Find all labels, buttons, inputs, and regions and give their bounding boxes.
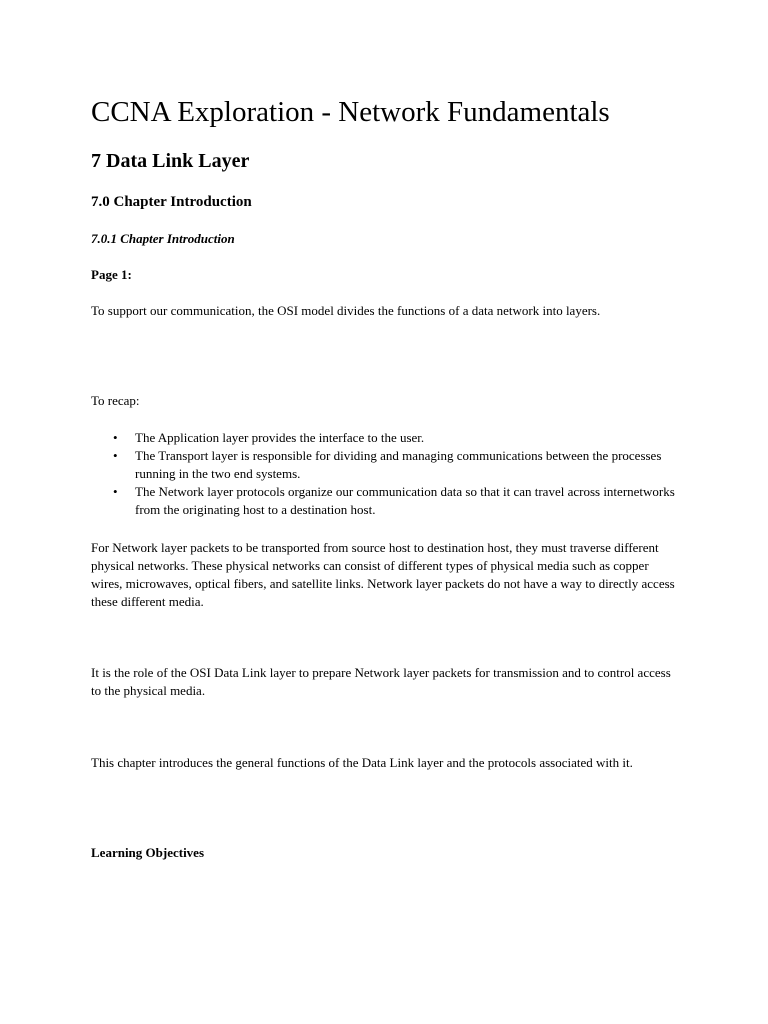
- list-item: [91, 483, 681, 519]
- subsection-heading: 7.0.1 Chapter Introduction: [91, 231, 235, 246]
- list-item-text: The Transport layer is responsible for dividing and managing communications between the processes running in the two end systems.: [135, 448, 662, 481]
- intro-paragraph: To support our communication, the OSI model divides the functions of a data network into layers.: [91, 303, 601, 318]
- network-layer-paragraph: For Network layer packets to be transported from source host to destination host, they must traverse different physical networks. These physical networks can consist of different types of physical media such as copper wires, microwaves, optical fibers, and satellite links. Network layer packets do not have a way to directly access these different media.: [91, 540, 675, 609]
- bullet-icon: •: [113, 448, 118, 463]
- chapter-heading: 7 Data Link Layer: [91, 150, 250, 172]
- list-item-text: The Network layer protocols organize our communication data so that it can travel across internetworks from the originating host to a destination host.: [135, 484, 675, 517]
- document-title: CCNA Exploration - Network Fundamentals: [91, 96, 610, 128]
- bullet-icon: •: [113, 430, 118, 445]
- list-item: [91, 429, 681, 447]
- list-item: [91, 447, 681, 483]
- recap-paragraph: To recap:: [91, 393, 140, 408]
- data-link-role-paragraph: It is the role of the OSI Data Link layer to prepare Network layer packets for transmission and to control access to the physical media.: [91, 665, 671, 698]
- recap-bullet-list: [91, 429, 681, 519]
- bullet-icon: •: [113, 484, 118, 499]
- chapter-overview-paragraph: This chapter introduces the general functions of the Data Link layer and the protocols associated with it.: [91, 755, 633, 770]
- list-item-text: The Application layer provides the interface to the user.: [135, 430, 425, 445]
- learning-objectives-heading: Learning Objectives: [91, 845, 205, 860]
- section-heading: 7.0 Chapter Introduction: [91, 194, 252, 210]
- page-label: Page 1:: [91, 267, 132, 282]
